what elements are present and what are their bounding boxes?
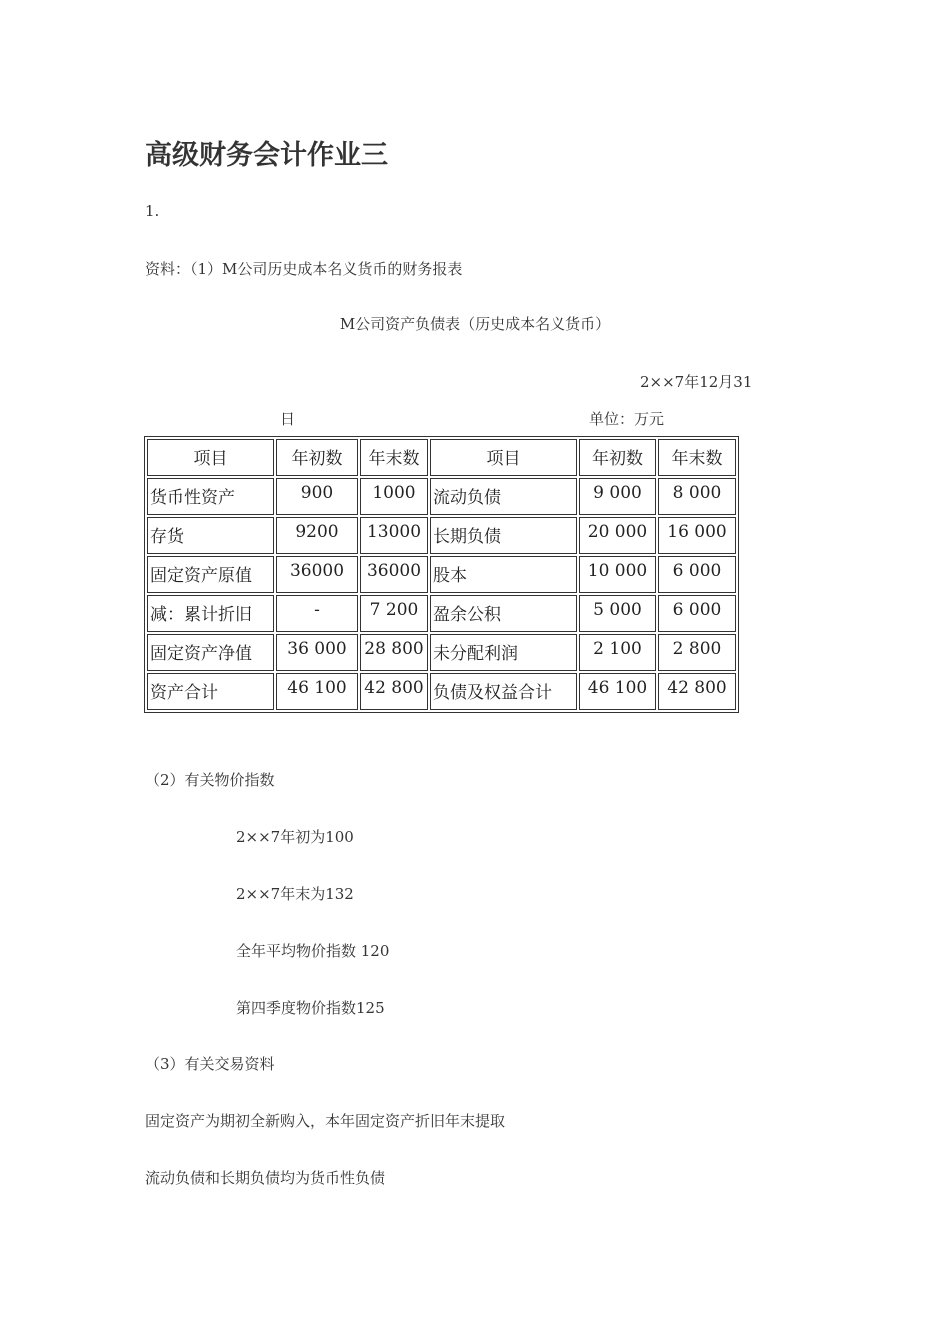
table-cell: 资产合计 — [147, 673, 274, 710]
price-index-heading: （2）有关物价指数 — [145, 771, 275, 789]
table-cell: 7 200 — [360, 595, 428, 632]
table-row — [147, 673, 736, 710]
table-cell: 6 000 — [658, 595, 736, 632]
header-cell: 年初数 — [579, 439, 656, 476]
price-index-item: 第四季度物价指数125 — [236, 999, 385, 1017]
table-cell: 股本 — [430, 556, 577, 593]
table-cell: 固定资产原值 — [147, 556, 274, 593]
transaction-line: 流动负债和长期负债均为货币性负债 — [145, 1169, 386, 1187]
table-cell: 16 000 — [658, 517, 736, 554]
table-cell: 负债及权益合计 — [430, 673, 577, 710]
table-cell: 900 — [276, 478, 358, 515]
document-title: 高级财务会计作业三 — [145, 140, 388, 171]
table-cell: 42 800 — [360, 673, 428, 710]
table-cell: 28 800 — [360, 634, 428, 671]
table-cell: 13000 — [360, 517, 428, 554]
table-row — [147, 478, 736, 515]
header-cell: 年末数 — [658, 439, 736, 476]
unit-label: 单位：万元 — [589, 410, 665, 428]
table-cell: 1000 — [360, 478, 428, 515]
table-row — [147, 595, 736, 632]
table-cell: 固定资产净值 — [147, 634, 274, 671]
table-cell: 46 100 — [579, 673, 656, 710]
table-cell: 减：累计折旧 — [147, 595, 274, 632]
date-line-2: 日 — [280, 410, 296, 428]
table-cell: 未分配利润 — [430, 634, 577, 671]
table-cell: 36000 — [276, 556, 358, 593]
balance-sheet-table — [144, 436, 739, 713]
price-index-item: 全年平均物价指数 120 — [236, 942, 390, 960]
table-cell: 46 100 — [276, 673, 358, 710]
header-cell: 项目 — [147, 439, 274, 476]
header-cell: 项目 — [430, 439, 577, 476]
table-cell: 20 000 — [579, 517, 656, 554]
table-row — [147, 634, 736, 671]
table-header-row — [147, 439, 736, 476]
table-cell: 2 800 — [658, 634, 736, 671]
intro-text: 资料：（1）M公司历史成本名义货币的财务报表 — [145, 260, 463, 278]
question-number: 1. — [145, 202, 160, 220]
date-line-1: 2××7年12月31 — [640, 373, 753, 391]
table-cell: 36 000 — [276, 634, 358, 671]
table-cell: 2 100 — [579, 634, 656, 671]
table-cell: - — [276, 595, 358, 632]
price-index-item: 2××7年末为132 — [236, 885, 354, 903]
transactions-heading: （3）有关交易资料 — [145, 1055, 275, 1073]
table-title: M公司资产负债表（历史成本名义货币） — [339, 315, 611, 333]
table-row — [147, 556, 736, 593]
table-cell: 9 000 — [579, 478, 656, 515]
table-cell: 存货 — [147, 517, 274, 554]
table-row — [147, 517, 736, 554]
header-cell: 年初数 — [276, 439, 358, 476]
transaction-line: 固定资产为期初全新购入，本年固定资产折旧年末提取 — [145, 1112, 506, 1130]
table-cell: 货币性资产 — [147, 478, 274, 515]
table-cell: 6 000 — [658, 556, 736, 593]
table-cell: 8 000 — [658, 478, 736, 515]
table-cell: 长期负债 — [430, 517, 577, 554]
table-cell: 42 800 — [658, 673, 736, 710]
table-cell: 盈余公积 — [430, 595, 577, 632]
table-cell: 流动负债 — [430, 478, 577, 515]
table-cell: 10 000 — [579, 556, 656, 593]
table-cell: 36000 — [360, 556, 428, 593]
header-cell: 年末数 — [360, 439, 428, 476]
table-cell: 9200 — [276, 517, 358, 554]
price-index-item: 2××7年初为100 — [236, 828, 354, 846]
table-cell: 5 000 — [579, 595, 656, 632]
